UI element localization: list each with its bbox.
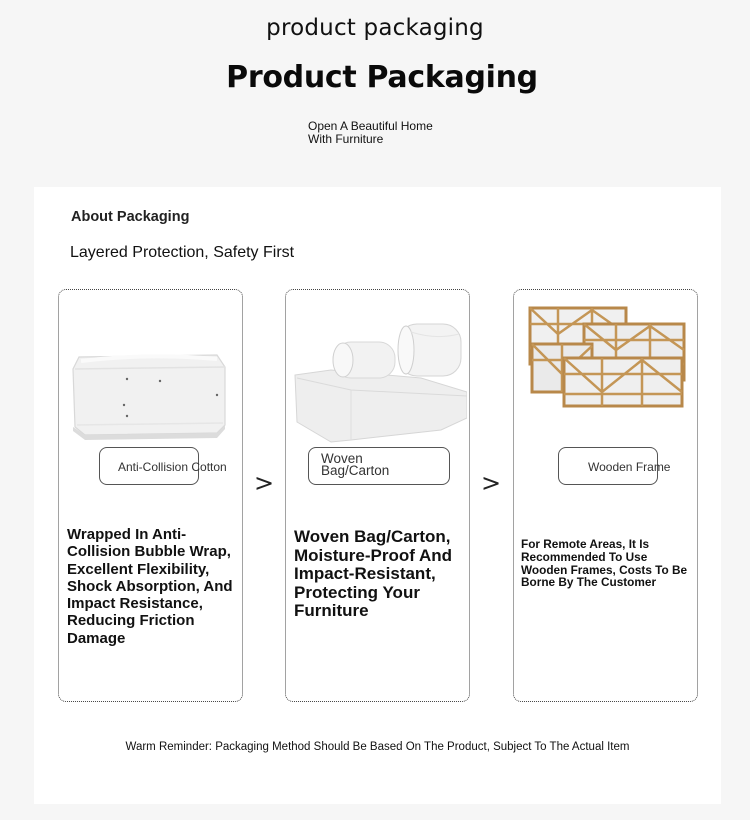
tagline-line-1: Open A Beautiful Home: [308, 119, 433, 133]
warm-reminder: Warm Reminder: Packaging Method Should Be Based On The Product, Subject To The Actual Item: [125, 741, 630, 753]
packaging-step-label-pill-2: [308, 447, 450, 485]
packaging-step-card-3: [513, 289, 698, 702]
tagline-line-2: With Furniture: [308, 132, 384, 146]
section-heading: About Packaging: [71, 209, 190, 225]
packaging-step-card-1: [58, 289, 243, 702]
packaging-step-label-pill-1: [99, 447, 227, 485]
packaging-step-label-2: Woven Bag/Carton: [321, 451, 390, 478]
woven-bag-bundles-image: [291, 320, 467, 445]
wooden-crate-image: [528, 304, 688, 412]
packaging-step-label-3: Wooden Frame: [588, 460, 671, 474]
tagline: [308, 120, 468, 146]
packaging-step-label-pill-3: [558, 447, 671, 485]
step-arrow-1: >: [254, 469, 275, 497]
section-subheading: Layered Protection, Safety First: [70, 244, 295, 261]
page-title: Product Packaging: [226, 60, 538, 95]
packaging-step-description-1: Wrapped In Anti-Collision Bubble Wrap, Excellent Flexibility, Shock Absorption, And Impact Resistance, Reducing Friction Damage: [67, 526, 233, 647]
step-arrow-2: >: [481, 469, 502, 497]
packaging-step-description-2: Woven Bag/Carton, Moisture-Proof And Impact-Resistant, Protecting Your Furniture: [294, 527, 453, 620]
packaging-step-label-1: Anti-Collision Cotton: [118, 460, 227, 474]
packaging-panel: [34, 187, 721, 804]
wrapped-mattress-image: [67, 335, 235, 460]
packaging-step-description-3: For Remote Areas, It Is Recommended To Use Wooden Frames, Costs To Be Borne By The Customer: [521, 537, 688, 590]
page-subtitle: product packaging: [266, 15, 484, 41]
packaging-step-card-2: [285, 289, 470, 702]
